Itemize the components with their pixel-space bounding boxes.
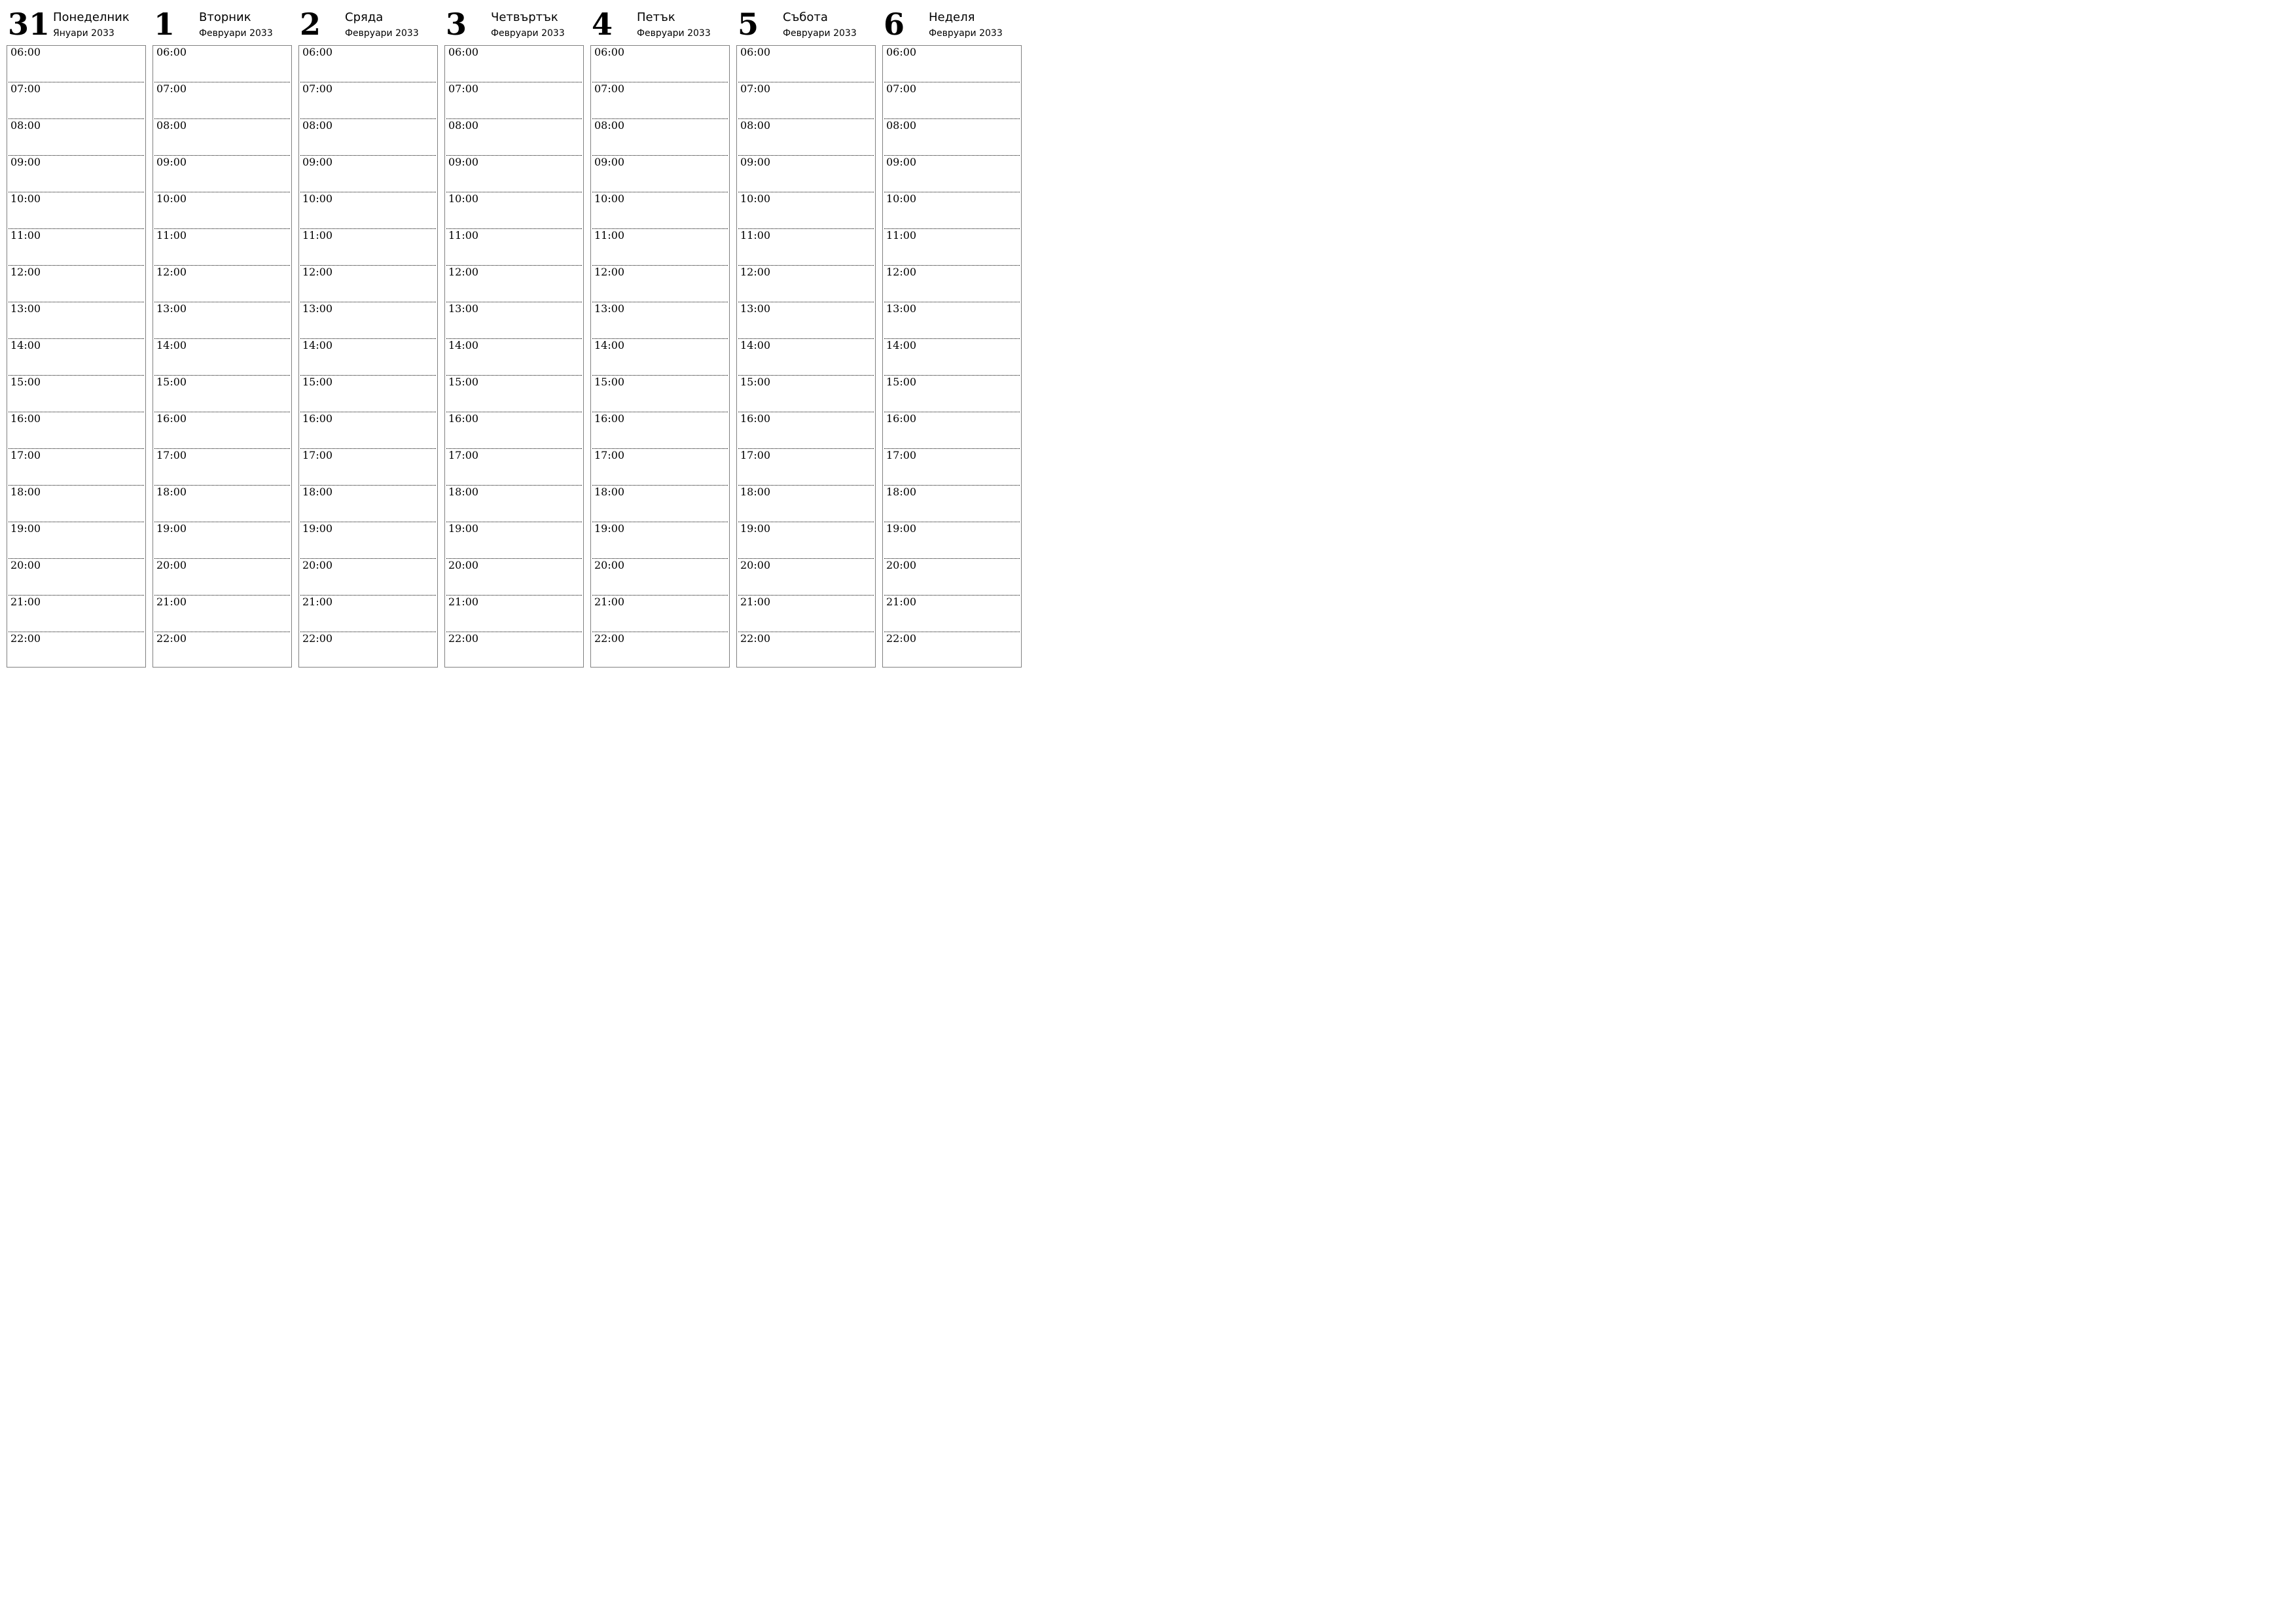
hour-label: 09:00 (594, 156, 625, 168)
hour-slot[interactable] (154, 376, 290, 412)
hour-grid (298, 45, 438, 668)
hour-slot[interactable] (592, 486, 728, 522)
day-header (298, 0, 438, 45)
hour-grid (7, 45, 146, 668)
hour-label: 20:00 (740, 559, 771, 571)
day-name: Вторник (199, 10, 251, 24)
hour-label: 09:00 (10, 156, 41, 168)
hour-grid (590, 45, 730, 668)
hour-label: 18:00 (886, 486, 917, 498)
hour-slot[interactable] (446, 46, 582, 82)
hour-label: 15:00 (156, 376, 187, 388)
hour-slot[interactable] (446, 266, 582, 302)
hour-slot[interactable] (884, 596, 1020, 632)
hour-slot[interactable] (154, 229, 290, 266)
hour-label: 21:00 (448, 596, 479, 608)
hour-label: 19:00 (740, 522, 771, 535)
day-name: Четвъртък (491, 10, 558, 24)
hour-slot[interactable] (300, 46, 436, 82)
hour-slot[interactable] (884, 376, 1020, 412)
hour-label: 08:00 (156, 119, 187, 132)
hour-slot[interactable] (154, 522, 290, 559)
hour-label: 19:00 (156, 522, 187, 535)
hour-slot[interactable] (9, 156, 144, 192)
hour-slot[interactable] (300, 229, 436, 266)
hour-slot[interactable] (154, 119, 290, 156)
hour-label: 12:00 (740, 266, 771, 278)
day-header (444, 0, 584, 45)
hour-label: 22:00 (302, 632, 333, 645)
hour-label: 06:00 (10, 46, 41, 58)
hour-label: 10:00 (302, 192, 333, 205)
hour-slot[interactable] (300, 376, 436, 412)
hour-slot[interactable] (592, 449, 728, 486)
hour-label: 19:00 (594, 522, 625, 535)
hour-label: 17:00 (302, 449, 333, 461)
hour-slot[interactable] (300, 559, 436, 596)
hour-slot[interactable] (300, 339, 436, 376)
hour-label: 15:00 (594, 376, 625, 388)
hour-label: 11:00 (302, 229, 333, 241)
hour-label: 20:00 (594, 559, 625, 571)
hour-slot[interactable] (446, 376, 582, 412)
hour-slot[interactable] (884, 302, 1020, 339)
hour-slot[interactable] (154, 82, 290, 119)
hour-label: 18:00 (740, 486, 771, 498)
hour-slot[interactable] (300, 522, 436, 559)
hour-label: 20:00 (886, 559, 917, 571)
hour-label: 07:00 (10, 82, 41, 95)
hour-label: 09:00 (448, 156, 479, 168)
hour-label: 21:00 (302, 596, 333, 608)
hour-slot[interactable] (9, 82, 144, 119)
hour-label: 15:00 (302, 376, 333, 388)
hour-slot[interactable] (446, 412, 582, 449)
hour-slot[interactable] (446, 192, 582, 229)
hour-label: 17:00 (156, 449, 187, 461)
day-column (298, 0, 438, 726)
hour-slot[interactable] (9, 559, 144, 596)
hour-label: 10:00 (10, 192, 41, 205)
hour-slot[interactable] (592, 596, 728, 632)
hour-label: 20:00 (10, 559, 41, 571)
hour-label: 21:00 (740, 596, 771, 608)
day-month-year: Февруари 2033 (637, 28, 711, 39)
hour-label: 14:00 (740, 339, 771, 351)
day-number: 6 (884, 7, 905, 42)
hour-label: 21:00 (886, 596, 917, 608)
hour-label: 13:00 (740, 302, 771, 315)
hour-label: 07:00 (594, 82, 625, 95)
hour-label: 07:00 (740, 82, 771, 95)
hour-slot[interactable] (9, 632, 144, 667)
hour-slot[interactable] (738, 82, 874, 119)
day-number: 2 (300, 7, 321, 42)
hour-label: 14:00 (886, 339, 917, 351)
hour-label: 18:00 (156, 486, 187, 498)
hour-slot[interactable] (446, 596, 582, 632)
hour-slot[interactable] (300, 302, 436, 339)
hour-slot[interactable] (154, 632, 290, 667)
hour-slot[interactable] (884, 192, 1020, 229)
hour-slot[interactable] (738, 192, 874, 229)
hour-label: 21:00 (10, 596, 41, 608)
hour-slot[interactable] (592, 302, 728, 339)
hour-slot[interactable] (9, 449, 144, 486)
hour-label: 22:00 (740, 632, 771, 645)
day-header (882, 0, 1022, 45)
hour-label: 18:00 (302, 486, 333, 498)
day-month-year: Януари 2033 (53, 28, 115, 39)
hour-label: 14:00 (10, 339, 41, 351)
hour-slot[interactable] (9, 339, 144, 376)
hour-slot[interactable] (738, 632, 874, 667)
hour-slot[interactable] (592, 46, 728, 82)
hour-slot[interactable] (884, 339, 1020, 376)
day-column (152, 0, 292, 726)
hour-slot[interactable] (592, 192, 728, 229)
hour-slot[interactable] (738, 522, 874, 559)
hour-label: 22:00 (156, 632, 187, 645)
hour-slot[interactable] (446, 559, 582, 596)
hour-slot[interactable] (592, 156, 728, 192)
hour-label: 10:00 (448, 192, 479, 205)
hour-label: 14:00 (302, 339, 333, 351)
hour-slot[interactable] (300, 486, 436, 522)
hour-slot[interactable] (446, 449, 582, 486)
hour-label: 18:00 (594, 486, 625, 498)
hour-slot[interactable] (9, 229, 144, 266)
hour-slot[interactable] (300, 156, 436, 192)
hour-slot[interactable] (154, 412, 290, 449)
hour-slot[interactable] (738, 412, 874, 449)
hour-label: 10:00 (886, 192, 917, 205)
hour-label: 20:00 (156, 559, 187, 571)
hour-slot[interactable] (9, 119, 144, 156)
hour-slot[interactable] (9, 412, 144, 449)
hour-slot[interactable] (592, 376, 728, 412)
hour-slot[interactable] (884, 632, 1020, 667)
hour-slot[interactable] (154, 192, 290, 229)
day-month-year: Февруари 2033 (199, 28, 273, 39)
hour-slot[interactable] (738, 229, 874, 266)
day-header (736, 0, 876, 45)
hour-slot[interactable] (300, 449, 436, 486)
day-number: 31 (8, 7, 50, 42)
hour-label: 11:00 (10, 229, 41, 241)
hour-slot[interactable] (738, 46, 874, 82)
hour-label: 06:00 (594, 46, 625, 58)
hour-slot[interactable] (738, 596, 874, 632)
hour-grid (444, 45, 584, 668)
hour-slot[interactable] (446, 339, 582, 376)
day-header (152, 0, 292, 45)
hour-slot[interactable] (738, 119, 874, 156)
hour-label: 20:00 (448, 559, 479, 571)
hour-label: 11:00 (448, 229, 479, 241)
hour-label: 22:00 (10, 632, 41, 645)
day-number: 3 (446, 7, 467, 42)
hour-label: 09:00 (886, 156, 917, 168)
day-header (590, 0, 730, 45)
hour-label: 12:00 (10, 266, 41, 278)
hour-label: 09:00 (302, 156, 333, 168)
hour-label: 12:00 (448, 266, 479, 278)
hour-label: 18:00 (10, 486, 41, 498)
hour-label: 12:00 (156, 266, 187, 278)
hour-slot[interactable] (884, 486, 1020, 522)
day-month-year: Февруари 2033 (491, 28, 565, 39)
hour-slot[interactable] (592, 412, 728, 449)
hour-label: 07:00 (448, 82, 479, 95)
hour-label: 11:00 (594, 229, 625, 241)
hour-label: 06:00 (302, 46, 333, 58)
hour-label: 12:00 (886, 266, 917, 278)
hour-label: 22:00 (886, 632, 917, 645)
hour-grid (152, 45, 292, 668)
hour-label: 14:00 (448, 339, 479, 351)
hour-slot[interactable] (592, 559, 728, 596)
hour-slot[interactable] (884, 156, 1020, 192)
hour-slot[interactable] (9, 302, 144, 339)
hour-label: 07:00 (156, 82, 187, 95)
hour-label: 16:00 (448, 412, 479, 425)
hour-slot[interactable] (300, 119, 436, 156)
hour-label: 11:00 (886, 229, 917, 241)
hour-label: 11:00 (740, 229, 771, 241)
hour-label: 10:00 (156, 192, 187, 205)
hour-label: 14:00 (594, 339, 625, 351)
hour-slot[interactable] (9, 192, 144, 229)
hour-label: 16:00 (302, 412, 333, 425)
hour-label: 08:00 (740, 119, 771, 132)
hour-label: 19:00 (886, 522, 917, 535)
hour-label: 14:00 (156, 339, 187, 351)
day-name: Петък (637, 10, 675, 24)
hour-slot[interactable] (738, 559, 874, 596)
hour-label: 15:00 (448, 376, 479, 388)
hour-slot[interactable] (446, 302, 582, 339)
hour-label: 13:00 (302, 302, 333, 315)
hour-slot[interactable] (300, 192, 436, 229)
hour-slot[interactable] (592, 266, 728, 302)
hour-label: 06:00 (156, 46, 187, 58)
hour-slot[interactable] (884, 119, 1020, 156)
hour-label: 09:00 (156, 156, 187, 168)
hour-slot[interactable] (300, 266, 436, 302)
hour-slot[interactable] (592, 632, 728, 667)
hour-label: 17:00 (448, 449, 479, 461)
hour-label: 12:00 (594, 266, 625, 278)
hour-slot[interactable] (300, 82, 436, 119)
hour-slot[interactable] (300, 412, 436, 449)
hour-label: 22:00 (448, 632, 479, 645)
day-column (444, 0, 584, 726)
hour-slot[interactable] (884, 82, 1020, 119)
day-number: 1 (154, 7, 175, 42)
hour-label: 16:00 (594, 412, 625, 425)
hour-slot[interactable] (738, 449, 874, 486)
day-column (590, 0, 730, 726)
hour-slot[interactable] (9, 266, 144, 302)
hour-slot[interactable] (446, 522, 582, 559)
hour-slot[interactable] (9, 522, 144, 559)
hour-slot[interactable] (592, 339, 728, 376)
hour-label: 08:00 (886, 119, 917, 132)
hour-slot[interactable] (446, 119, 582, 156)
hour-label: 18:00 (448, 486, 479, 498)
hour-label: 15:00 (740, 376, 771, 388)
hour-label: 21:00 (594, 596, 625, 608)
hour-slot[interactable] (446, 156, 582, 192)
hour-label: 17:00 (886, 449, 917, 461)
hour-label: 13:00 (156, 302, 187, 315)
day-month-year: Февруари 2033 (783, 28, 857, 39)
hour-label: 16:00 (740, 412, 771, 425)
hour-label: 13:00 (886, 302, 917, 315)
day-column (7, 0, 146, 726)
hour-label: 11:00 (156, 229, 187, 241)
hour-label: 09:00 (740, 156, 771, 168)
hour-slot[interactable] (154, 266, 290, 302)
hour-grid (736, 45, 876, 668)
day-column (736, 0, 876, 726)
hour-slot[interactable] (446, 229, 582, 266)
hour-slot[interactable] (592, 229, 728, 266)
day-name: Неделя (929, 10, 975, 24)
hour-label: 16:00 (10, 412, 41, 425)
hour-slot[interactable] (446, 632, 582, 667)
hour-label: 13:00 (448, 302, 479, 315)
hour-slot[interactable] (738, 376, 874, 412)
hour-slot[interactable] (738, 156, 874, 192)
hour-slot[interactable] (154, 46, 290, 82)
hour-label: 07:00 (886, 82, 917, 95)
hour-slot[interactable] (738, 339, 874, 376)
hour-slot[interactable] (9, 596, 144, 632)
hour-label: 16:00 (156, 412, 187, 425)
day-month-year: Февруари 2033 (345, 28, 419, 39)
hour-slot[interactable] (592, 82, 728, 119)
hour-slot[interactable] (154, 302, 290, 339)
hour-label: 06:00 (448, 46, 479, 58)
hour-label: 10:00 (594, 192, 625, 205)
hour-label: 10:00 (740, 192, 771, 205)
day-number: 5 (738, 7, 759, 42)
hour-label: 19:00 (302, 522, 333, 535)
hour-slot[interactable] (738, 486, 874, 522)
day-name: Сряда (345, 10, 384, 24)
hour-label: 16:00 (886, 412, 917, 425)
hour-label: 20:00 (302, 559, 333, 571)
hour-label: 13:00 (594, 302, 625, 315)
day-column (882, 0, 1022, 726)
hour-slot[interactable] (154, 339, 290, 376)
hour-slot[interactable] (884, 559, 1020, 596)
hour-slot[interactable] (884, 266, 1020, 302)
hour-label: 06:00 (740, 46, 771, 58)
hour-slot[interactable] (884, 522, 1020, 559)
hour-slot[interactable] (884, 449, 1020, 486)
hour-slot[interactable] (9, 46, 144, 82)
hour-label: 07:00 (302, 82, 333, 95)
hour-label: 19:00 (10, 522, 41, 535)
hour-slot[interactable] (884, 229, 1020, 266)
hour-label: 08:00 (302, 119, 333, 132)
hour-label: 13:00 (10, 302, 41, 315)
hour-slot[interactable] (154, 486, 290, 522)
day-name: Събота (783, 10, 828, 24)
hour-label: 15:00 (10, 376, 41, 388)
hour-label: 15:00 (886, 376, 917, 388)
hour-label: 21:00 (156, 596, 187, 608)
hour-slot[interactable] (9, 486, 144, 522)
hour-slot[interactable] (592, 119, 728, 156)
hour-slot[interactable] (300, 596, 436, 632)
hour-label: 08:00 (594, 119, 625, 132)
hour-slot[interactable] (592, 522, 728, 559)
hour-label: 12:00 (302, 266, 333, 278)
hour-slot[interactable] (300, 632, 436, 667)
day-name: Понеделник (53, 10, 130, 24)
hour-label: 17:00 (594, 449, 625, 461)
hour-label: 06:00 (886, 46, 917, 58)
hour-slot[interactable] (154, 559, 290, 596)
day-number: 4 (592, 7, 613, 42)
hour-label: 17:00 (740, 449, 771, 461)
hour-slot[interactable] (9, 376, 144, 412)
hour-slot[interactable] (446, 82, 582, 119)
hour-slot[interactable] (738, 266, 874, 302)
weekly-planner (7, 0, 1021, 726)
hour-slot[interactable] (738, 302, 874, 339)
hour-label: 19:00 (448, 522, 479, 535)
hour-label: 08:00 (10, 119, 41, 132)
hour-label: 08:00 (448, 119, 479, 132)
hour-label: 17:00 (10, 449, 41, 461)
day-header (7, 0, 146, 45)
hour-slot[interactable] (154, 596, 290, 632)
hour-slot[interactable] (446, 486, 582, 522)
hour-label: 22:00 (594, 632, 625, 645)
hour-slot[interactable] (154, 449, 290, 486)
hour-grid (882, 45, 1022, 668)
hour-slot[interactable] (154, 156, 290, 192)
day-month-year: Февруари 2033 (929, 28, 1003, 39)
hour-slot[interactable] (884, 46, 1020, 82)
hour-slot[interactable] (884, 412, 1020, 449)
